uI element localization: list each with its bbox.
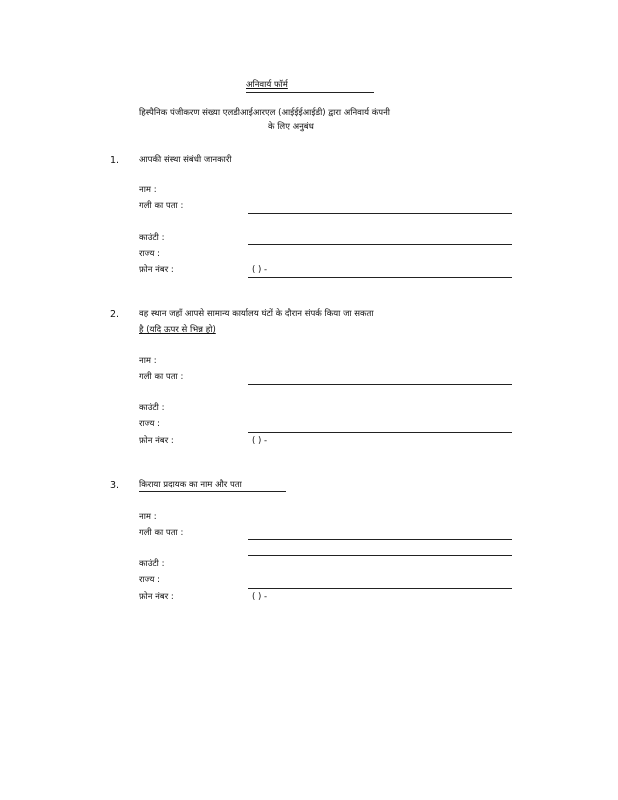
section-1-heading: आपकी संस्था संबंधी जानकारी [139,155,232,165]
section-3-name-label: नाम : [139,512,157,522]
section-3-county-input-line[interactable] [248,588,512,589]
section-2-heading-line2: है (यदि ऊपर से भिन्न हो) [139,325,216,335]
section-1-number: 1. [110,155,120,166]
section-2-street-input-line[interactable] [248,384,512,385]
form-title: अनिवार्य फॉर्म [246,80,288,90]
section-1-street-label: गली का पता : [139,201,184,211]
section-2-heading-line1: वह स्थान जहाँ आपसे सामान्य कार्यालय घंटों के दौरान संपर्क किया जा सकता [139,309,374,319]
section-1-name-label: नाम : [139,185,157,195]
section-2-name-label: नाम : [139,356,157,366]
section-3-heading-underline [139,491,286,492]
section-1-county-label: काउंटी : [139,233,165,243]
form-subtitle-line1: हिस्पैनिक पंजीकरण संख्या एलडीआईआरएल (आईईईआईडी) द्वारा अनिवार्य कंपनी [139,108,391,118]
section-2-state-label: राज्य : [139,419,161,429]
section-2-county-label: काउंटी : [139,403,165,413]
section-1-phone-label: फ़ोन नंबर : [139,265,174,275]
title-underline [246,92,374,93]
section-3-state-label: राज्य : [139,575,161,585]
section-1-state-label: राज्य : [139,249,161,259]
section-2-county-input-line[interactable] [248,432,512,433]
section-1-phone-format: ( ) - [252,265,268,275]
section-3-street-label: गली का पता : [139,528,184,538]
section-3-phone-format: ( ) - [252,592,268,602]
section-3-heading: किराया प्रदायक का नाम और पता [139,480,242,490]
section-2-street-label: गली का पता : [139,372,184,382]
section-1-phone-input-line[interactable] [248,277,512,278]
section-1-county-input-line[interactable] [248,244,512,245]
section-3-name-input-line[interactable] [248,539,512,540]
section-3-number: 3. [110,480,120,491]
section-3-street-input-line[interactable] [248,555,512,556]
section-1-street-input-line[interactable] [248,213,512,214]
section-3-phone-label: फ़ोन नंबर : [139,592,174,602]
section-3-county-label: काउंटी : [139,559,165,569]
section-2-number: 2. [110,309,120,320]
section-2-phone-format: ( ) - [252,436,268,446]
form-subtitle-line2: के लिए अनुबंध [268,122,314,132]
section-2-phone-label: फ़ोन नंबर : [139,436,174,446]
